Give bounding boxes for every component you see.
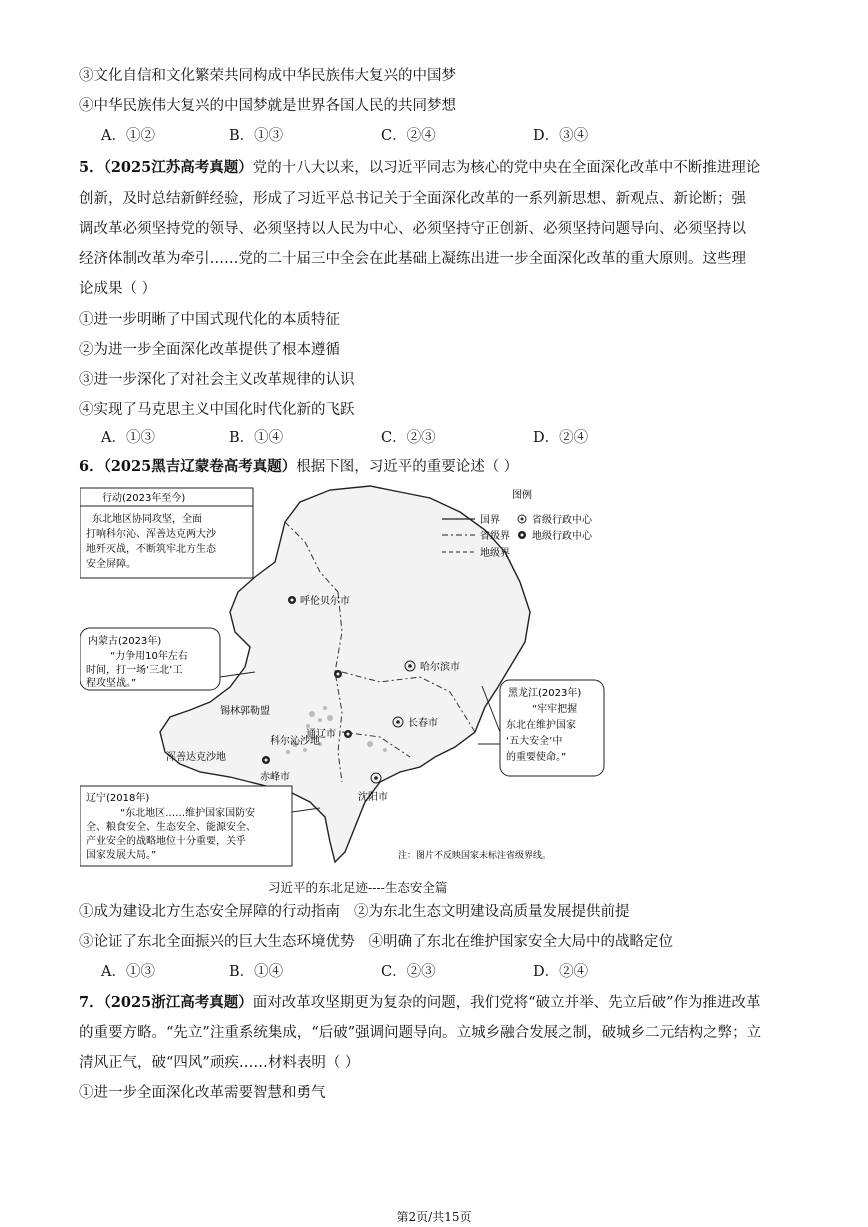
legend-prefecture-capital: 地级行政中心 [532,531,592,542]
map-note: 注：图片不反映国家未标注省级界线。 [398,851,552,861]
page-footer: 第2页/共15页 [396,1210,472,1224]
q4-option-c: C．②④ [381,128,436,144]
q6-item-4: ④明确了东北在维护国家安全大局中的战略定位 [368,934,673,950]
q7-stem-line-1 [79,993,761,1013]
legend-title: 图例 [512,490,532,501]
legend-provincial-capital: 省级行政中心 [532,515,592,526]
q6-item-3: ③论证了东北全面振兴的巨大生态环境优势 [79,934,355,950]
svg-text:赤峰市: 赤峰市 [260,772,290,783]
box-liaoning-line-2: 全、粮食安全、生态安全、能源安全、 [86,822,256,833]
q6-item-2: ②为东北生态文明建设高质量发展提供前提 [354,904,630,920]
q7-stem-start: 面对改革攻坚期更为复杂的问题，我们党将“破立并举、先立后破”作为推进改革 [252,995,761,1011]
box-heilongjiang-line-3: ‘五大安全’中 [506,736,563,747]
q6-option-c: C．②③ [381,964,436,980]
q7-source: （2025浙江高考真题） [103,994,253,1011]
box-neimenggu-line-1: “力争用10年左右 [110,651,188,662]
q5-number: 5． [79,159,104,176]
label-xilingol: 锡林郭勒盟 [220,706,270,717]
q5-item-3: ③进一步深化了对社会主义改革规律的认识 [79,372,355,388]
q5-item-1: ①进一步明晰了中国式现代化的本质特征 [79,312,340,328]
q6-option-a: A．①③ [101,964,155,980]
svg-text:通辽市: 通辽市 [306,729,336,740]
q6-item-1: ①成为建设北方生态安全屏障的行动指南 [79,904,340,920]
q6-items-row-2 [79,932,673,952]
q6-items-row-1 [79,902,630,922]
box-topleft-line-4: 安全屏障。 [86,559,136,570]
q7-number: 7． [79,994,104,1011]
q5-stem-line-4: 经济体制改革为牵引……党的二十届三中全会在此基础上凝练出进一步全面深化改革的重大原则。这些理 [79,251,746,267]
label-hunshandake-sandy-land: 浑善达克沙地 [166,752,226,763]
legend-prefecture-border: 地级界 [480,548,510,559]
q5-item-2: ②为进一步全面深化改革提供了根本遵循 [79,342,340,358]
box-topleft-line-2: 打响科尔沁、浑善达克两大沙 [86,529,216,540]
box-liaoning-title: 辽宁(2018年) [86,793,150,804]
box-heilongjiang-line-4: 的重要使命。” [506,752,567,763]
svg-text:长春市: 长春市 [408,718,438,729]
city-xinganmeng [334,670,342,678]
box-liaoning-line-3: 产业安全的战略地位十分重要，关乎 [86,836,246,847]
svg-text:沈阳市: 沈阳市 [358,792,388,803]
svg-text:哈尔滨市: 哈尔滨市 [420,662,460,673]
box-liaoning-line-4: 国家发展大局。” [86,850,157,861]
q5-option-d: D．②④ [533,430,589,446]
northeast-map [80,482,610,870]
svg-text:呼伦贝尔市: 呼伦贝尔市 [300,596,350,607]
q5-stem-line-1 [79,158,760,178]
legend-national-border: 国界 [480,515,500,526]
box-topleft-line-1: 东北地区协同攻坚，全面 [92,514,202,525]
box-heilongjiang-line-2: 东北在维护国家 [506,720,576,731]
q7-stem-line-2: 的重要方略。“先立”注重系统集成，“后破”强调问题导向。立城乡融合发展之制，破城乡二元结构之弊；立 [79,1025,762,1041]
q6-option-d: D．②④ [533,964,589,980]
box-neimenggu-line-3: 程攻坚战。” [86,678,137,689]
q6-stem-text: 根据下图，习近平的重要论述（ ） [296,459,519,475]
q7-item-1: ①进一步全面深化改革需要智慧和勇气 [79,1085,326,1101]
q4-item-4: ④中华民族伟大复兴的中国梦就是世界各国人民的共同梦想 [79,98,456,114]
q5-option-a: A．①③ [101,430,155,446]
q5-option-c: C．②③ [381,430,436,446]
q5-source: （2025江苏高考真题） [103,159,253,176]
q6-number: 6． [79,458,104,475]
q5-stem-line-3: 调改革必须坚持党的领导、必须坚持以人民为中心、必须坚持守正创新、必须坚持问题导向、必须坚持以 [79,221,746,237]
q4-item-3: ③文化自信和文化繁荣共同构成中华民族伟大复兴的中国梦 [79,68,456,84]
q6-option-b: B．①④ [229,964,284,980]
q6-source: （2025黑吉辽蒙卷高考真题） [103,458,297,475]
box-neimenggu-line-2: 时间，打一场‘三北’工 [86,665,183,676]
q4-option-d: D．③④ [533,128,589,144]
q6-stem [79,457,518,477]
box-topleft-line-3: 地歼灭战，不断筑牢北方生态 [86,544,216,555]
q5-stem-line-2: 创新，及时总结新鲜经验，形成了习近平总书记关于全面深化改革的一系列新思想、新观点、新论断；强 [79,191,746,207]
q5-stem-start: 党的十八大以来，以习近平同志为核心的党中央在全面深化改革中不断推进理论 [252,160,761,176]
label-horqin-sandy-land: 科尔沁沙地 [270,736,320,747]
box-liaoning-line-1: “东北地区……维护国家国防安 [120,808,256,819]
figure-caption: 习近平的东北足迹----生态安全篇 [268,880,448,895]
q4-option-b: B．①③ [229,128,284,144]
legend-provincial-border: 省级界 [480,531,510,542]
box-neimenggu-title: 内蒙古(2023年) [88,636,162,647]
q5-item-4: ④实现了马克思主义中国化时代化新的飞跃 [79,402,355,418]
q4-option-a: A．①② [101,128,155,144]
q5-option-b: B．①④ [229,430,284,446]
box-heilongjiang-title: 黑龙江(2023年) [508,688,582,699]
q5-stem-line-5: 论成果（ ） [79,281,157,297]
box-heilongjiang-line-1: “牢牢把握 [532,704,578,715]
q7-stem-line-3: 清风正气，破“四风”顽疾……材料表明（ ） [79,1055,360,1071]
box-topleft-title: 行动(2023年至今) [102,493,186,504]
